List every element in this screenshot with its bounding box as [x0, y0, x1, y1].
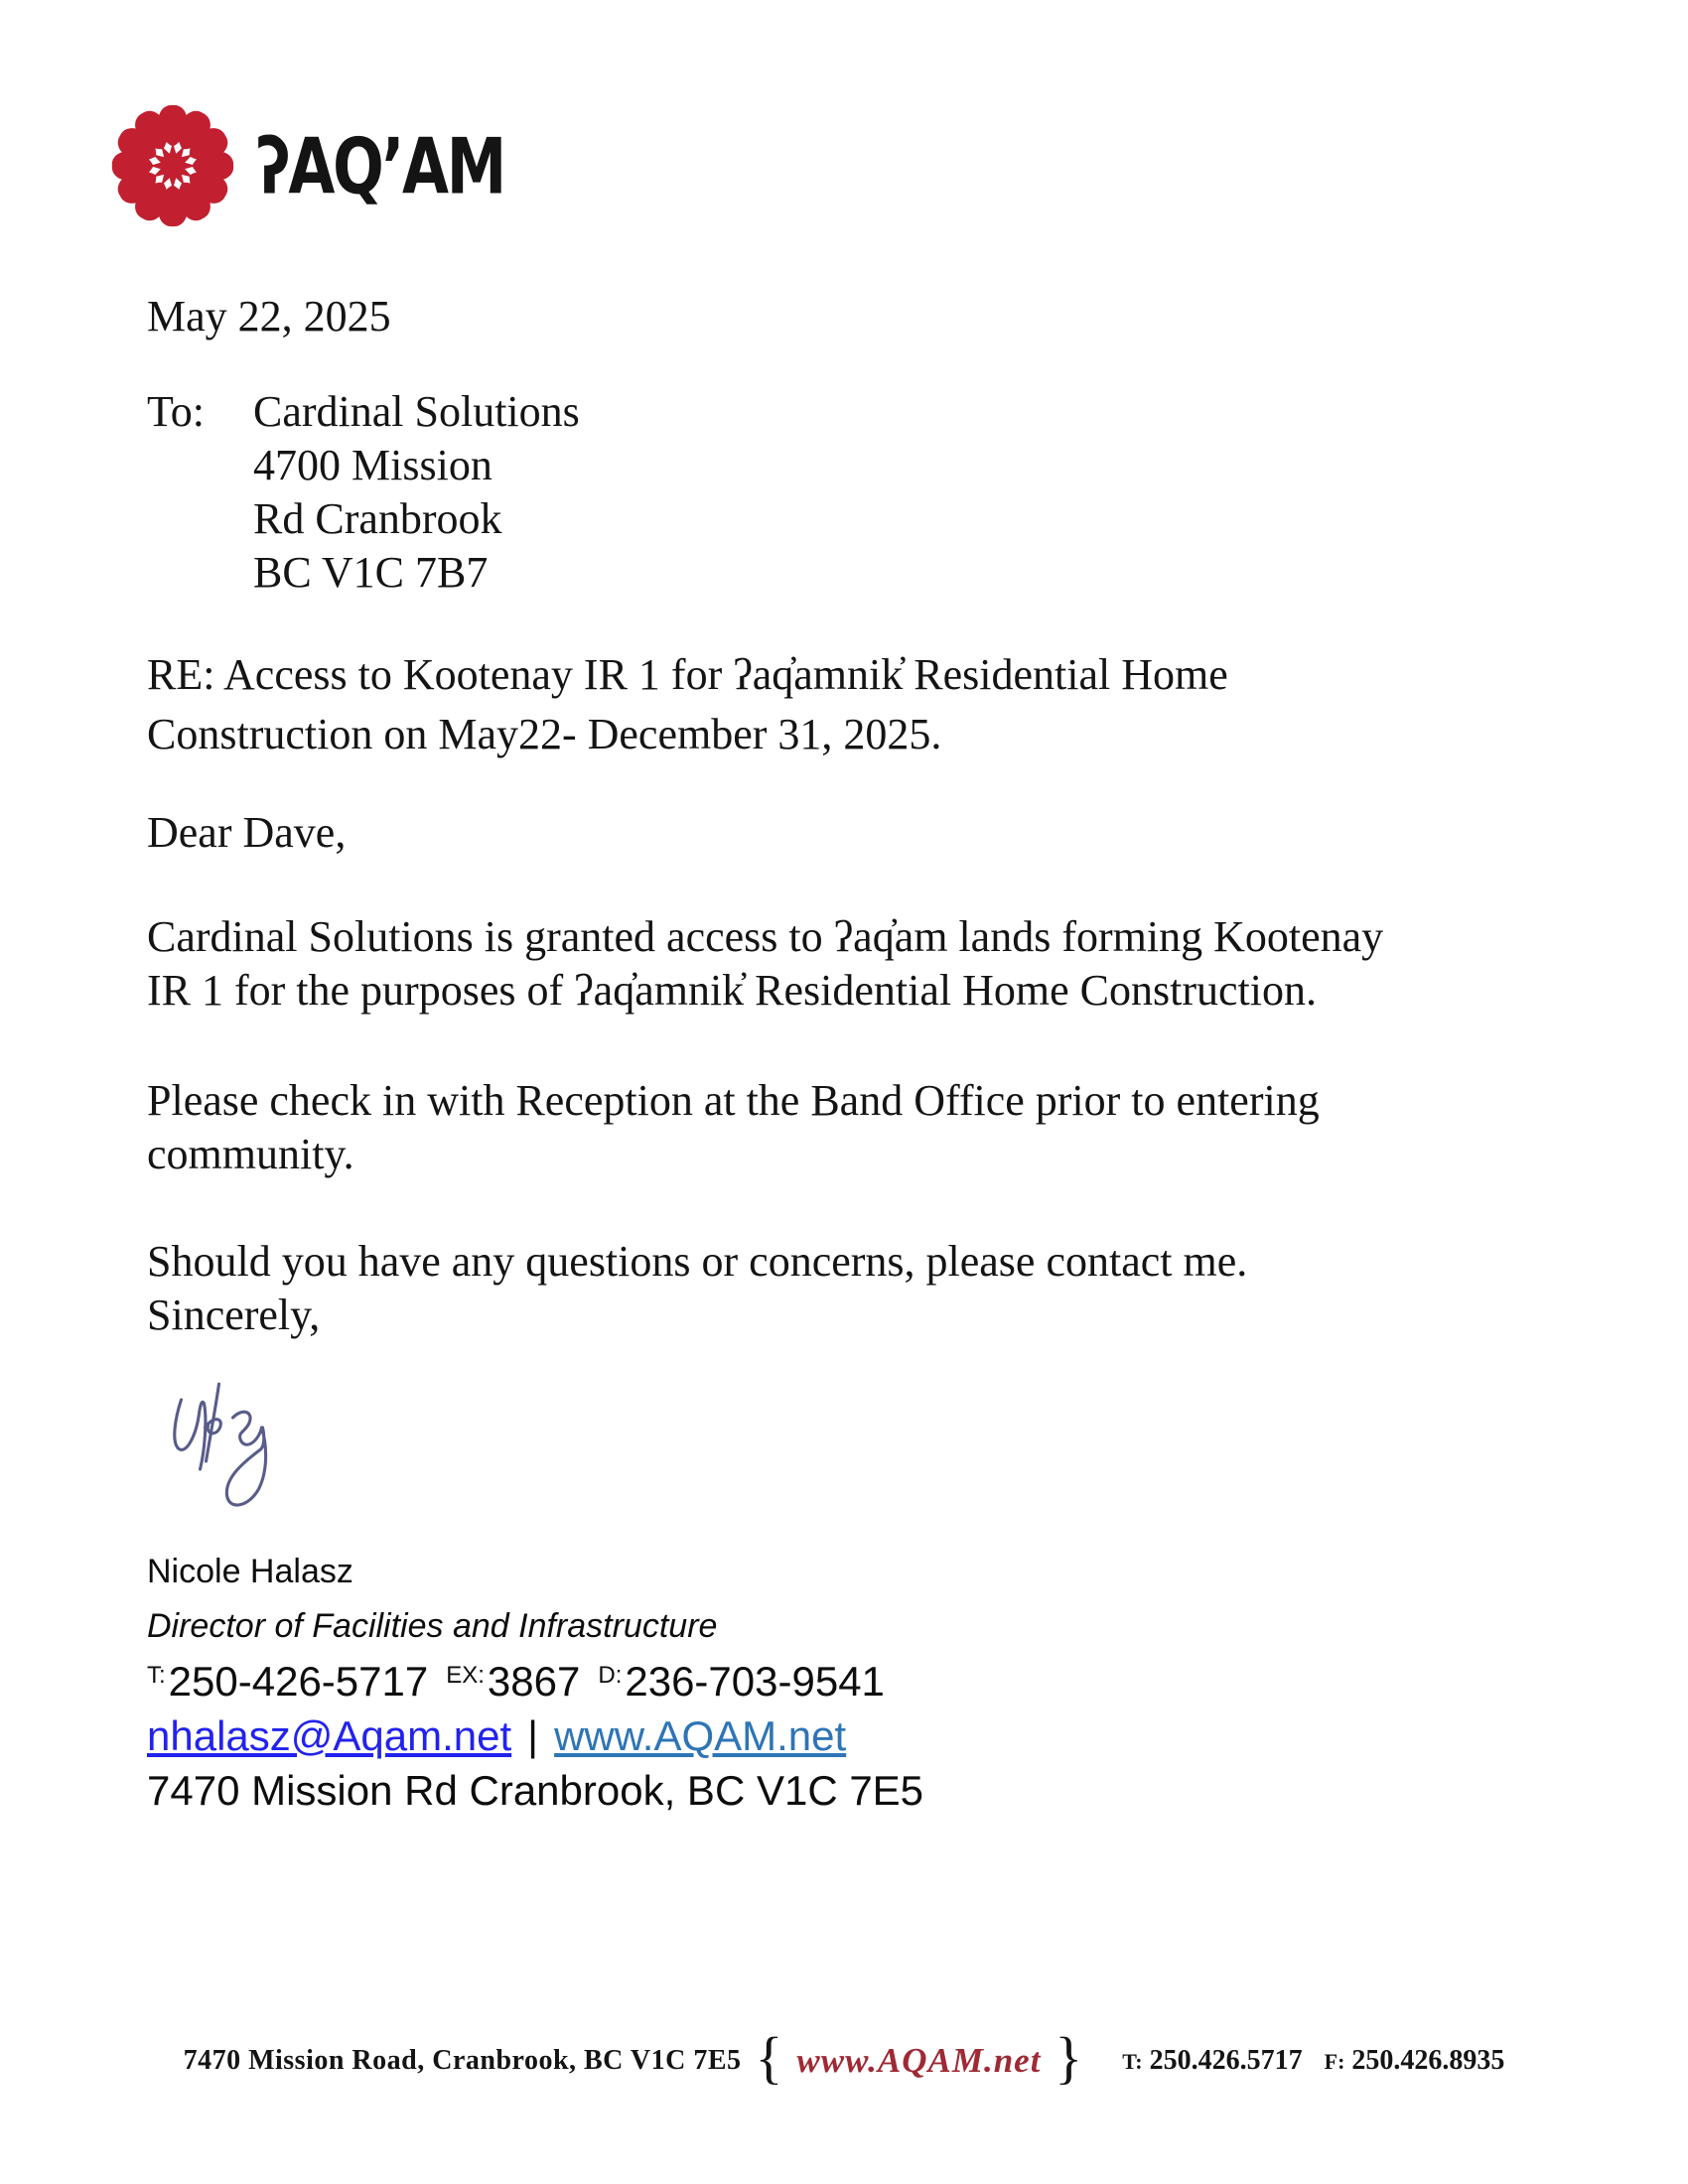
body-line: Sincerely,	[147, 1291, 321, 1339]
body-line: Cardinal Solutions is granted access to ʔaq̓am lands forming Kootenay	[147, 912, 1384, 961]
footer-open-brace: {	[755, 2025, 783, 2090]
recipient-line: 4700 Mission	[253, 441, 492, 489]
recipient-block	[147, 385, 580, 600]
body-paragraph	[147, 910, 1383, 1018]
body-paragraph	[147, 1235, 1247, 1342]
aqam-wordmark: ʔAQʼAM	[256, 120, 504, 211]
body-paragraph	[147, 1074, 1320, 1181]
recipient-line: Cardinal Solutions	[253, 387, 580, 436]
recipient-line: Rd Cranbrook	[253, 494, 502, 543]
footer-website: www.AQAM.net	[796, 2040, 1042, 2080]
phone-ex-number: 3867	[487, 1658, 581, 1705]
recipient-address	[253, 385, 580, 600]
handwritten-signature-image	[149, 1366, 313, 1533]
aqam-flower-logo-icon	[109, 99, 236, 232]
website-link[interactable]: www.AQAM.net	[554, 1712, 847, 1759]
footer-fax-number: 250.426.8935	[1351, 2044, 1505, 2076]
subject-text-line: Construction on May22- December 31, 2025.	[147, 710, 942, 758]
body-line: Should you have any questions or concerns, please contact me.	[147, 1237, 1248, 1286]
salutation: Dear Dave,	[147, 808, 347, 857]
footer-fax	[1325, 2045, 1505, 2077]
body-line: IR 1 for the purposes of ʔaq̓amnik̓ Residential Home Construction.	[147, 966, 1317, 1015]
sender-name: Nicole Halasz	[147, 1553, 353, 1590]
link-separator: |	[527, 1712, 539, 1759]
sender-title: Director of Facilities and Infrastructure	[147, 1607, 718, 1645]
phone-d-number: 236-703-9541	[625, 1658, 885, 1705]
email-link[interactable]: nhalasz@Aqam.net	[147, 1712, 512, 1759]
footer-phone-number: 250.426.5717	[1149, 2044, 1303, 2076]
letterhead	[109, 99, 566, 232]
phone-ex-label: EX:	[446, 1662, 485, 1689]
body-line: community.	[147, 1130, 354, 1178]
footer-phone-label: T:	[1122, 2048, 1143, 2074]
recipient-line: BC V1C 7B7	[253, 548, 489, 597]
recipient-label: To:	[147, 387, 206, 436]
letterhead-footer	[0, 2027, 1688, 2094]
phone-t-number: 250-426-5717	[168, 1658, 429, 1705]
signature-block	[147, 1545, 923, 1818]
subject-line	[147, 645, 1228, 764]
footer-fax-label: F:	[1324, 2048, 1345, 2074]
phone-d-label: D:	[598, 1662, 623, 1689]
subject-text-line: RE: Access to Kootenay IR 1 for ʔaq̓amnik̓ Residential Home	[147, 650, 1228, 699]
letter-date: May 22, 2025	[147, 292, 391, 341]
links-line	[147, 1708, 923, 1763]
footer-address: 7470 Mission Road, Cranbrook, BC V1C 7E5	[183, 2044, 742, 2076]
footer-close-brace: }	[1055, 2025, 1083, 2090]
sender-address: 7470 Mission Rd Cranbrook, BC V1C 7E5	[147, 1767, 924, 1814]
phone-line	[147, 1654, 923, 1708]
footer-phone	[1122, 2045, 1302, 2077]
phone-t-label: T:	[147, 1662, 166, 1689]
body-line: Please check in with Reception at the Band Office prior to entering	[147, 1076, 1320, 1125]
